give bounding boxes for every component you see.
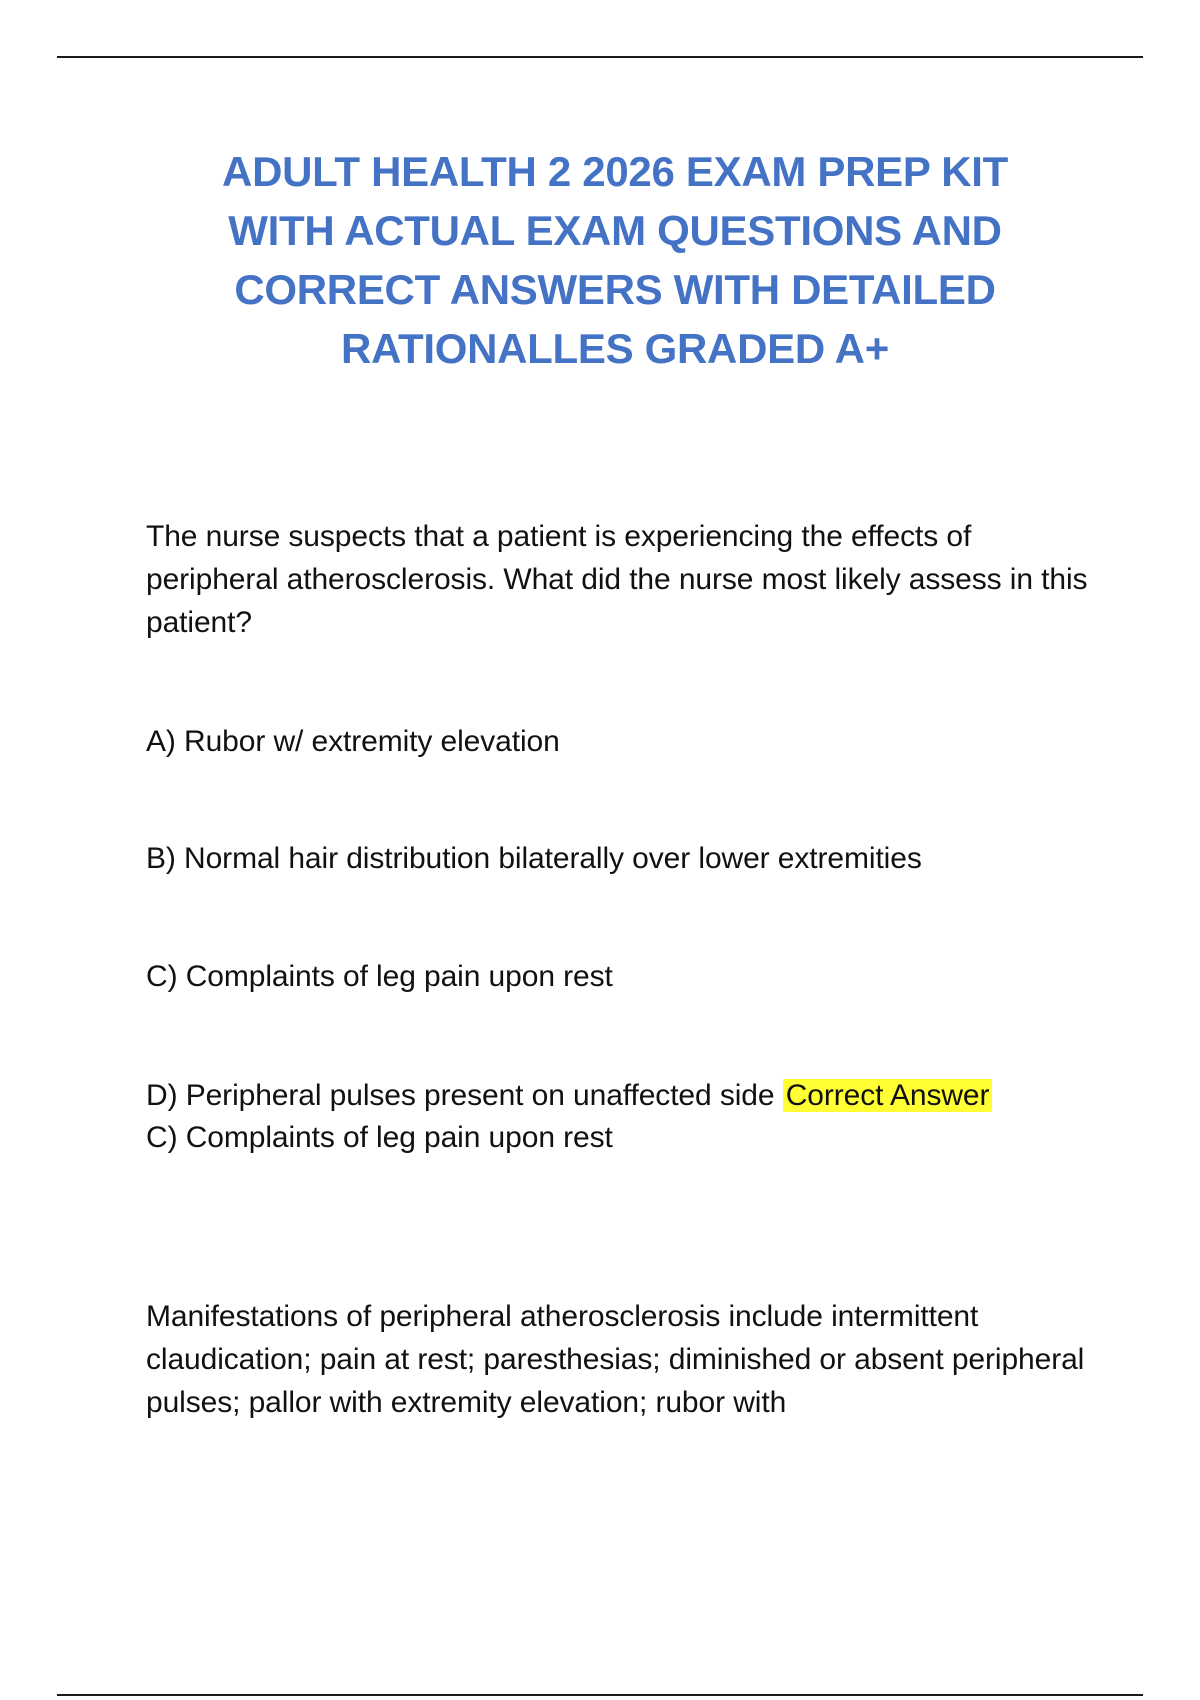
correct-answer: C) Complaints of leg pain upon rest [146,1121,613,1154]
rationale-text: Manifestations of peripheral atherosclerosis include intermittent claudication; pain at rest; paresthesias; diminished or absent peripheral pulses; pallor with extremity elevation; rubor with [146,1300,1085,1419]
option-a: A) Rubor w/ extremity elevation [146,725,560,758]
title-line: WITH ACTUAL EXAM QUESTIONS AND [228,207,1002,254]
correct-answer-label: Correct Answer [783,1079,993,1112]
title-line: RATIONALLES GRADED A+ [341,325,889,372]
title-line: ADULT HEALTH 2 2026 EXAM PREP KIT [222,148,1008,195]
option-c: C) Complaints of leg pain upon rest [146,960,613,993]
option-d [146,1074,1096,1117]
top-rule [57,56,1143,58]
question-text: The nurse suspects that a patient is experiencing the effects of peripheral atherosclerosis. What did the nurse most likely assess in this patient? [146,520,1088,639]
bottom-rule [57,1694,1143,1696]
option-b: B) Normal hair distribution bilaterally over lower extremities [146,842,922,875]
option-d-text: D) Peripheral pulses present on unaffected side [146,1079,775,1112]
document-title [120,142,1110,378]
title-line: CORRECT ANSWERS WITH DETAILED [234,266,996,313]
